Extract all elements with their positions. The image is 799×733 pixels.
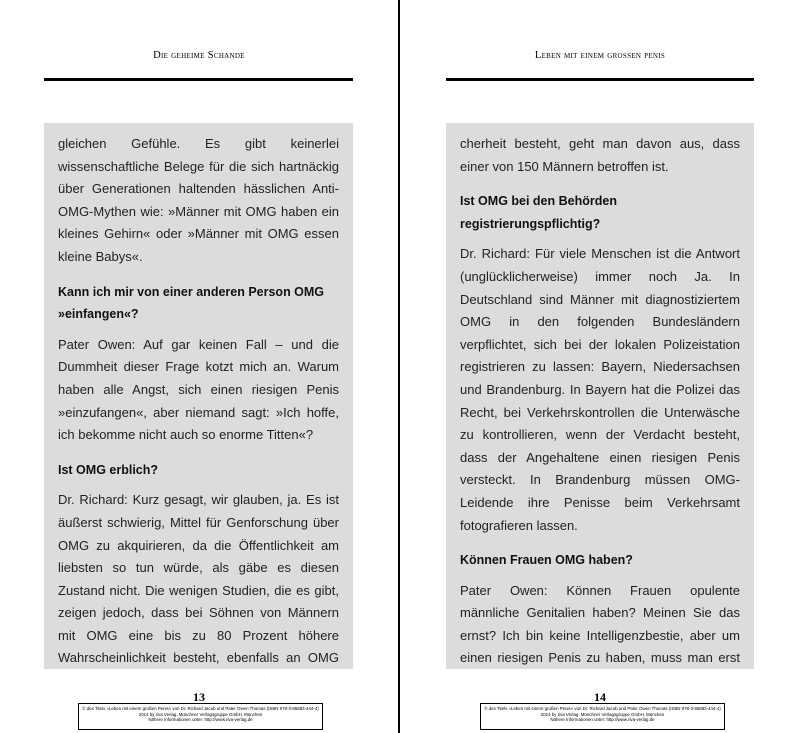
running-header: Leben mit einem grossen penis <box>534 50 666 61</box>
header-rule <box>44 78 353 81</box>
question-heading: Kann ich mir von einer anderen Person OMG »einfangen«? <box>58 284 325 322</box>
text-box <box>44 123 353 669</box>
paragraph: cherheit besteht, geht man davon aus, dass einer von 150 Männern betroffen ist. <box>460 136 740 174</box>
footer-line: 2014 by riva Verlag, Münchner Verlagsgruppe GmbH, München <box>138 711 263 717</box>
running-header: Die geheime Schande <box>153 50 245 61</box>
left-page <box>0 0 398 733</box>
paragraph: Dr. Richard: Für viele Menschen ist die Antwort (unglücklicherweise) immer noch Ja. In Deutschland sind Männer mit diagnostiziertem OMG in den folgenden Bundesländern verpflichtet, sich bei der lokalen Polizeistation registrieren zu lassen: Bayern, Niedersachsen und Brandenburg. In Bayern hat die Polizei das Recht, bei Verkehrskontrollen die Unterwäsche zu kontrollieren, wenn der Verdacht besteht, dass der Angehaltene einen riesigen Penis versteckt. In Brandenburg müssen OMG-Leidende ihre Penisse beim Verkehrsamt fotografieren lassen. <box>460 246 740 533</box>
paragraph: gleichen Gefühle. Es gibt keinerlei wissenschaftliche Belege für die sich hartnäckig über Generationen haltenden hässlichen Anti-OMG-Mythen wie: »Männer mit OMG haben ein kleines Gehirn« oder »Männer mit OMG essen kleine Babys«. <box>58 136 339 264</box>
copyright-footer <box>78 703 323 730</box>
header-rule <box>446 78 754 81</box>
footer-line: Nähere Informationen unter: http://www.riva-verlag.de <box>148 717 253 723</box>
right-page <box>401 0 799 733</box>
question-heading: Ist OMG bei den Behörden registrierungspflichtig? <box>460 194 617 231</box>
page-number: 14 <box>594 690 606 704</box>
paragraph: Pater Owen: Können Frauen opulente männliche Genitalien haben? Meinen Sie das ernst? Ich bin keine Intelligenzbestie, aber um einen riesigen Penis zu haben, muss man erst <box>460 582 740 666</box>
question-heading: Können Frauen OMG haben? <box>460 553 633 568</box>
footer-line: Nähere Informationen unter: http://www.riva-verlag.de <box>550 717 655 723</box>
footer-line: © des Titels »Leben mit einem großen Penis« von Dr. Richard Jacob und Pater Owen Thomas (ISBN 978-3-86883-444-4) <box>82 706 319 711</box>
footer-line: 2014 by riva Verlag, Münchner Verlagsgruppe GmbH, München <box>540 711 665 717</box>
paragraph: Pater Owen: Auf gar keinen Fall – und die Dummheit dieser Frage kotzt mich an. Warum haben alle Angst, sich einen riesigen Penis »einzufangen«, aber niemand sagt: »Ich hoffe, ich bekomme nicht auch so enorme Titten«? <box>58 336 339 443</box>
page-number: 13 <box>193 690 205 704</box>
footer-line: © des Titels »Leben mit einem großen Penis« von Dr. Richard Jacob und Pater Owen Thomas (ISBN 978-3-86883-444-4) <box>484 706 721 711</box>
page-divider <box>398 0 400 733</box>
paragraph: Dr. Richard: Kurz gesagt, wir glauben, ja. Es ist äußerst schwierig, Mittel für Genforschung über OMG zu akquirieren, da die Öffentlichkeit am liebsten so tun würde, als gäbe es diesen Zustand nicht. Die wenigen Studien, die es gibt, zeigen jedoch, dass bei Söhnen von Männern mit OMG eine bis zu 80 Prozent höhere Wahrscheinlichkeit besteht, ebenfalls an OMG <box>58 492 339 666</box>
question-heading: Ist OMG erblich? <box>58 462 159 477</box>
copyright-footer <box>480 703 725 730</box>
text-box <box>446 123 754 669</box>
